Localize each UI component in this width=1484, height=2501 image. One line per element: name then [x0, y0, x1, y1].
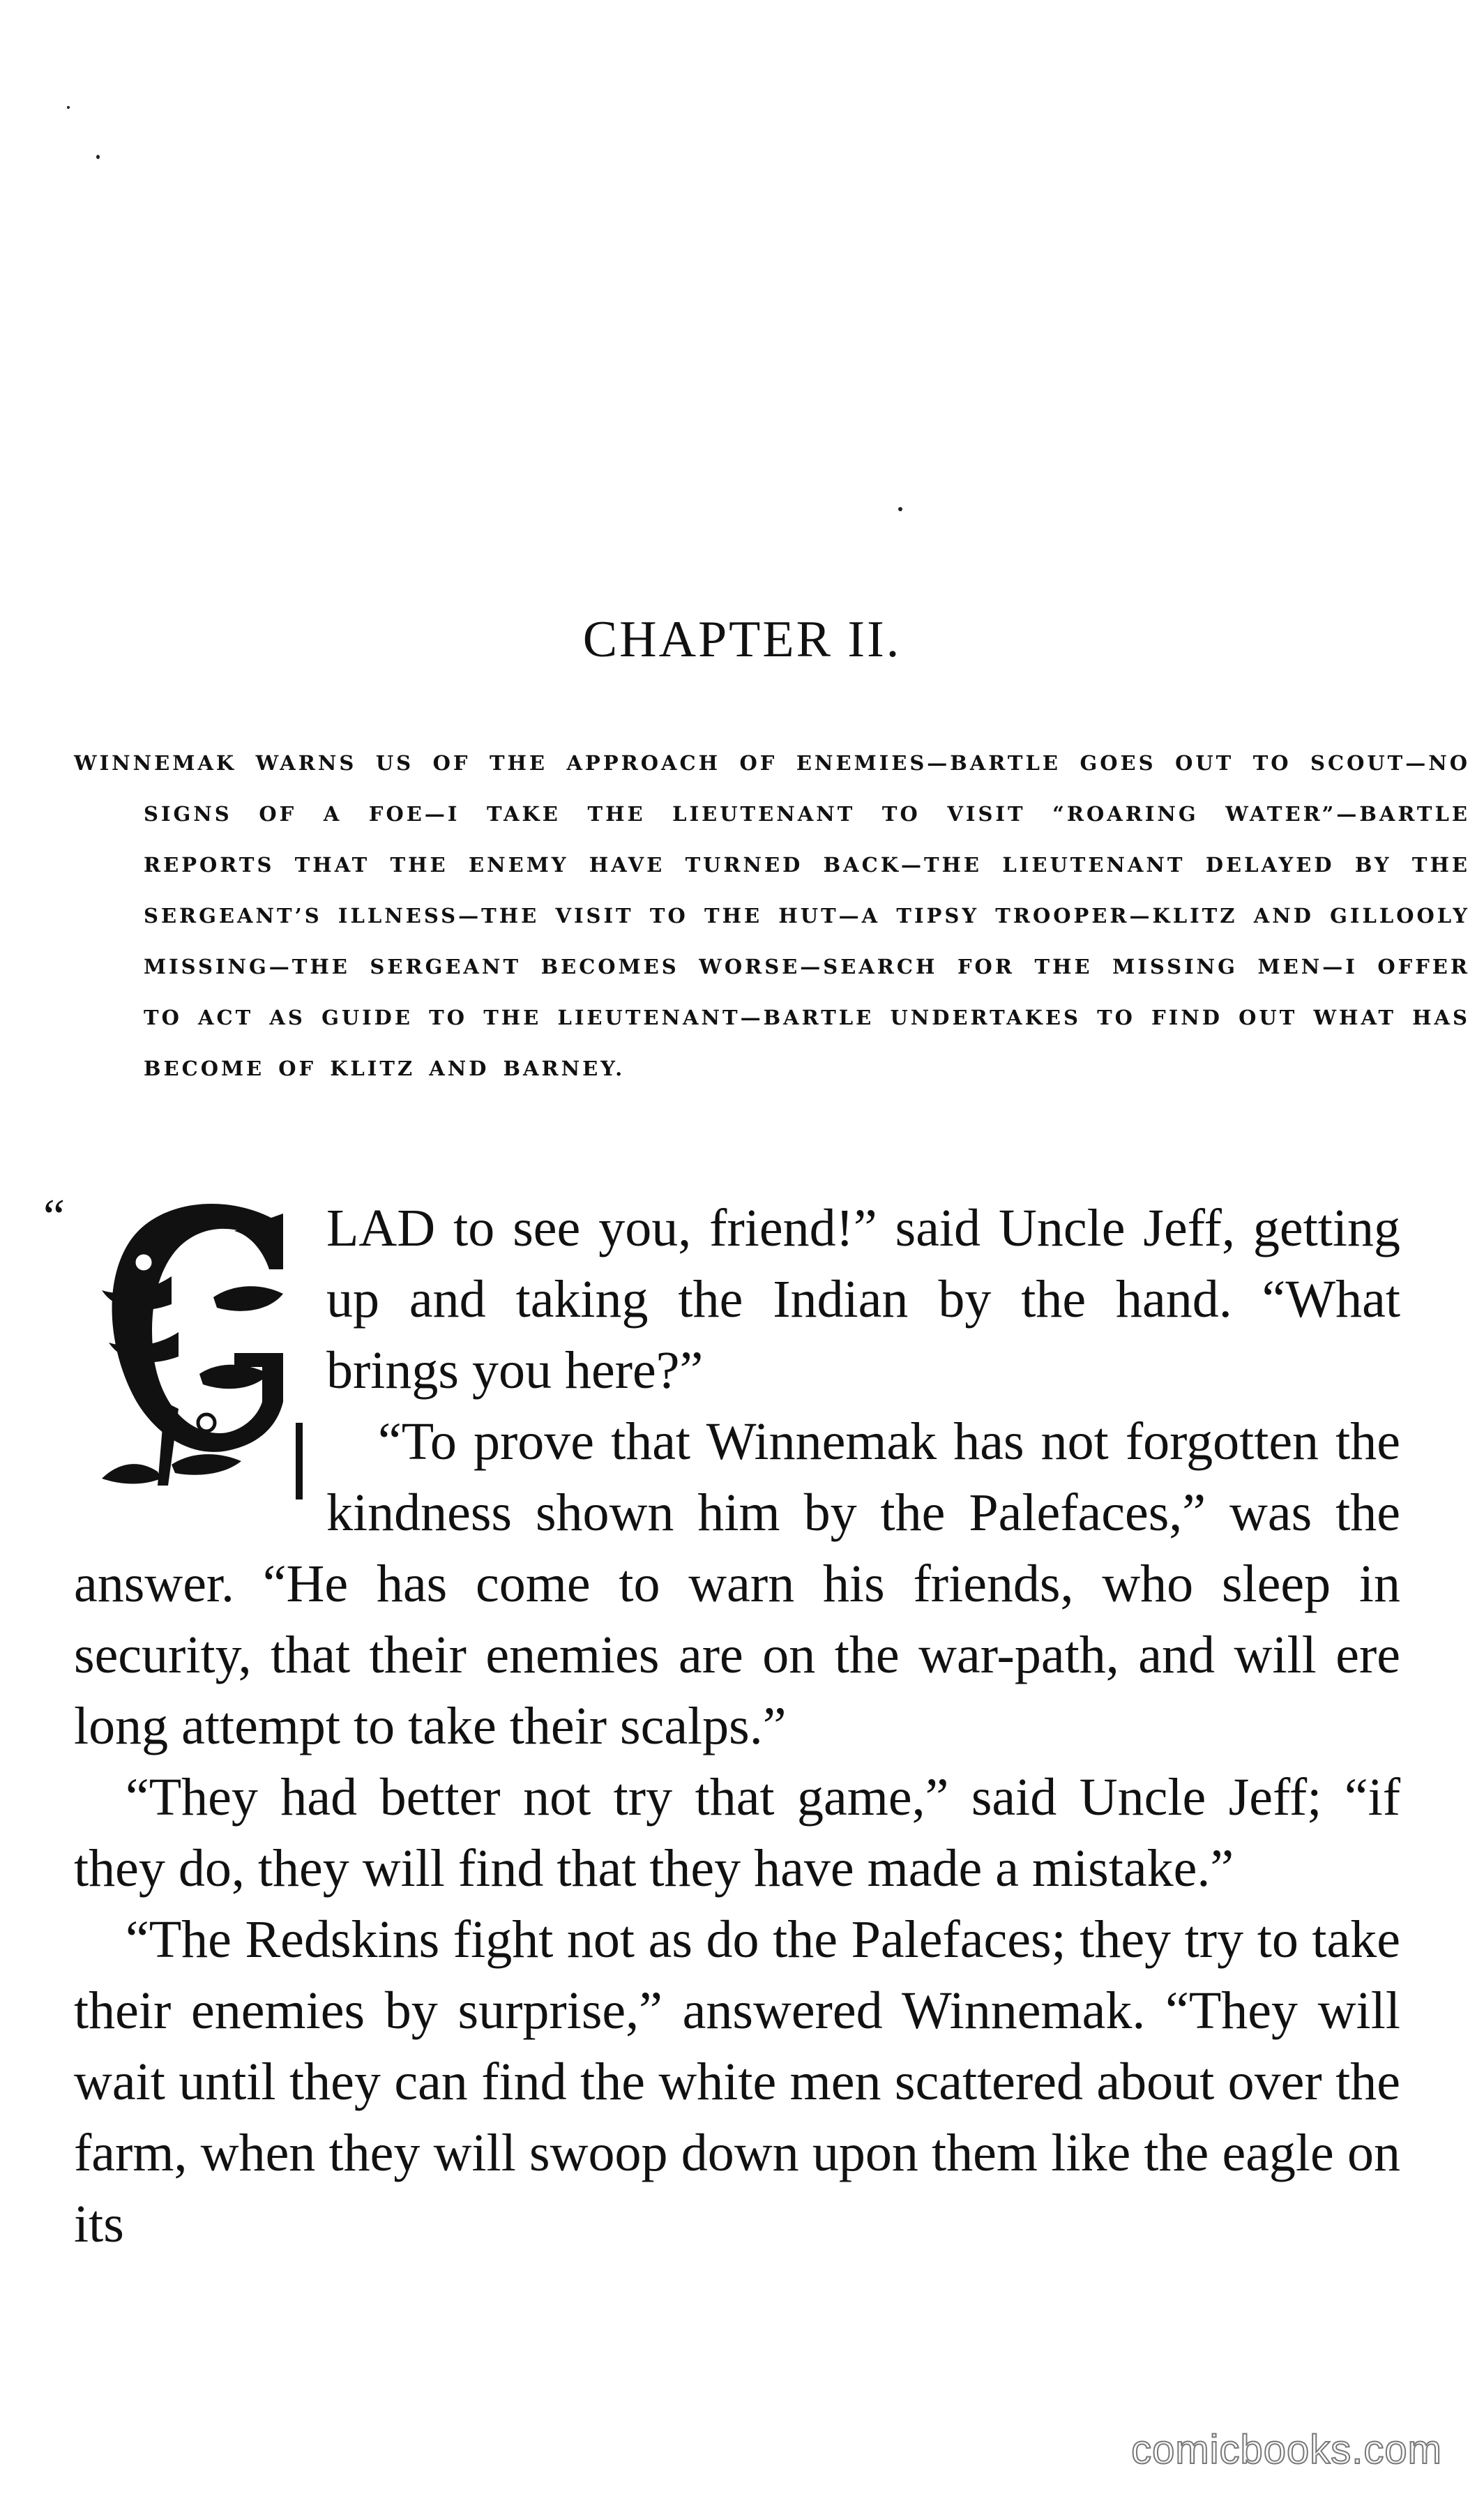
paragraph: LAD to see you, friend!” said Uncle Jeff, getting up and taking the Indian by the hand. “What brings you here?”	[326, 1199, 1400, 1400]
floral-initial-g-icon	[74, 1193, 318, 1499]
chapter-title: CHAPTER II.	[582, 611, 902, 668]
paragraph: “To prove that Winnemak has not forgotten the kindness shown him by the Palefaces,” was the answer. “He has come to warn his friends, who sleep in security, that their enemies are on the war-path, and will ere long attempt to take their scalps.”	[74, 1412, 1400, 1755]
chapter-body	[43, 1190, 1400, 2260]
paragraph: “The Redskins fight not as do the Palefaces; they try to take their enemies by surprise,” answered Winnemak. “They will wait until they can find the white men scattered about over the farm, when they will swoop down upon them like the eagle on its	[74, 1910, 1400, 2253]
scan-speck	[898, 507, 902, 511]
opening-quote-mark: “	[43, 1190, 66, 1244]
chapter-synopsis: WINNEMAK WARNS US OF THE APPROACH OF ENEMIES—BARTLE GOES OUT TO SCOUT—NO SIGNS OF A FOE—I TAKE THE LIEUTENANT TO VISIT “ROARING WATER”—BARTLE REPORTS THAT THE ENEMY HAVE TURNED BACK—THE LIEUTENANT DELAYED BY THE SERGEANT’S ILLNESS—THE VISIT TO THE HUT—A TIPSY TROOPER—KLITZ AND GILLOOLY MISSING—THE SERGEANT BECOMES WORSE—SEARCH FOR THE MISSING MEN—I OFFER TO ACT AS GUIDE TO THE LIEUTENANT—BARTLE UNDERTAKES TO FIND OUT WHAT HAS BECOME OF KLITZ AND BARNEY.	[74, 751, 1470, 1080]
watermark: comicbooks.com	[1131, 2427, 1442, 2472]
paragraph: “They had better not try that game,” said Uncle Jeff; “if they do, they will find that they have made a mistake.”	[74, 1768, 1400, 1898]
ornamental-drop-cap	[43, 1190, 318, 1499]
scan-speck	[67, 106, 70, 109]
scan-speck	[96, 155, 100, 159]
